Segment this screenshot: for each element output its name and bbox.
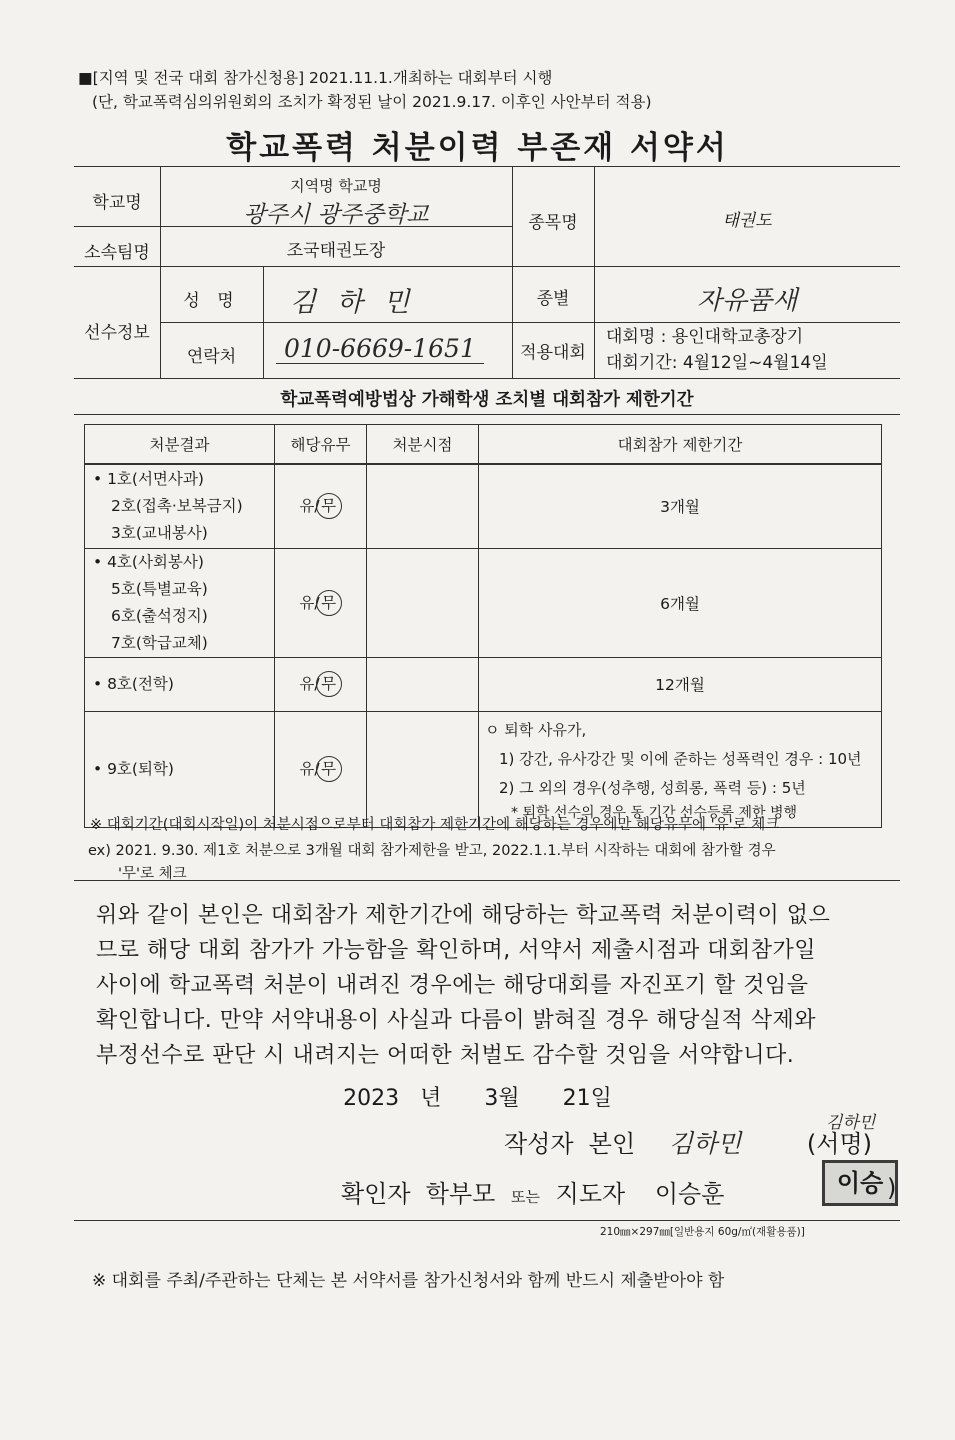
restriction-table [84, 424, 882, 828]
pledge-text [96, 898, 896, 1073]
column-header: 처분시점 [367, 425, 479, 465]
disposition-item: • 1호(서면사과) [93, 469, 204, 488]
info-bottom-border [74, 378, 900, 379]
date-day: 21일 [562, 1086, 612, 1111]
period-cell: 3개월 [479, 464, 882, 548]
coach-name: 이승훈 [654, 1180, 725, 1208]
no-option-circled: 무 [316, 590, 342, 616]
name-label: 성 명 [183, 291, 240, 311]
restriction-title-border [74, 414, 900, 415]
team-label: 소속팀명 [84, 243, 150, 263]
yes-option: 유/ [299, 497, 320, 516]
disposition-item: • 8호(전학) [93, 674, 174, 693]
competition-name: 대회명 : 용인대학교총장기 [606, 327, 804, 347]
sport-label: 종목명 [528, 213, 578, 233]
team-value: 조국태권도장 [286, 241, 386, 261]
table-row [85, 548, 882, 657]
event-label: 종별 [536, 289, 570, 309]
table-row [85, 464, 882, 548]
school-sub-label: 지역명 학교명 [290, 177, 382, 195]
period-line: * 퇴학 선수의 경우 동 기간 선수등록 제한 병행 [511, 804, 798, 821]
school-label: 학교명 [92, 193, 142, 213]
table-row [85, 657, 882, 711]
pledge-line: 사이에 학교폭력 처분이 내려진 경우에는 해당대회를 자진포기 할 것임을 [96, 973, 809, 998]
note-line: '무'로 체크 [118, 866, 187, 882]
applied-competition-label: 적용대회 [520, 343, 586, 363]
period-cell [479, 711, 882, 827]
period-cell: 6개월 [479, 548, 882, 657]
period-line: 2) 그 외의 경우(성추행, 성희롱, 폭력 등) : 5년 [499, 778, 806, 797]
confirmer-signature-row [341, 1174, 724, 1209]
note-line: ※ 대회기간(대회시작일)이 처분시점으로부터 대회참가 제한기간에 해당하는 경우에만 해당유무에 '유'로 체크 [90, 817, 780, 833]
pledge-line: 위와 같이 본인은 대회참가 제한기간에 해당하는 학교폭력 처분이력이 없으 [96, 903, 831, 928]
sport-value: 태권도 [722, 211, 772, 231]
handwritten-signature: 김하민 [826, 1113, 876, 1133]
applicable-cell [275, 464, 367, 548]
disposition-item: 7호(학급교체) [111, 633, 208, 652]
header-note-line2: (단, 학교폭력심의위원회의 조치가 확정된 날이 2021.9.17. 이후인 사안부터 적용) [92, 93, 652, 111]
disposition-item: 2호(접촉·보복금지) [111, 496, 243, 515]
no-option-circled: 무 [316, 756, 342, 782]
contact-label: 연락처 [186, 347, 237, 367]
disposition-cell [85, 464, 275, 548]
competition-period: 대회기간: 4월12일~4월14일 [606, 353, 828, 373]
info-top-border [74, 166, 900, 167]
date-year: 2023 [343, 1086, 400, 1111]
yes-option: 유/ [299, 760, 320, 778]
pledge-line: 부정선수로 판단 시 내려지는 어떠한 처벌도 감수할 것임을 서약합니다. [96, 1043, 795, 1068]
applicable-cell [275, 711, 367, 827]
disposition-date-cell [367, 464, 479, 548]
paper-spec: 210㎜×297㎜[일반용지 60g/㎡(재활용품)] [600, 1226, 805, 1238]
coach-label: 지도자 [555, 1180, 626, 1208]
footer-border [74, 1220, 900, 1221]
table-header-row [85, 425, 882, 465]
disposition-item: • 9호(퇴학) [93, 759, 174, 778]
info-divider [74, 266, 900, 267]
writer-sign-suffix: (서명) [806, 1130, 873, 1158]
period-line: ㅇ 퇴학 사유가, [485, 720, 587, 739]
stamp-suffix: ) [887, 1174, 897, 1202]
disposition-item: 3호(교내봉사) [111, 523, 208, 542]
column-header: 처분결과 [85, 425, 275, 465]
column-header: 대회참가 제한기간 [479, 425, 882, 465]
event-value: 자유품새 [696, 286, 798, 316]
disposition-item: 6호(출석정지) [111, 606, 208, 625]
writer-signature-row [504, 1124, 872, 1160]
applicable-cell [275, 657, 367, 711]
or-label: 또는 [511, 1188, 540, 1206]
period-cell: 12개월 [479, 657, 882, 711]
footer-note: ※ 대회를 주최/주관하는 단체는 본 서약서를 참가신청서와 함께 반드시 제출받아야 함 [92, 1271, 725, 1291]
no-option-circled: 무 [316, 671, 342, 697]
date-year-label: 년 [420, 1086, 442, 1111]
table-row [85, 711, 882, 827]
writer-name: 김하민 [668, 1129, 742, 1158]
writer-label: 작성자 본인 [504, 1130, 636, 1158]
restriction-title: 학교폭력예방법상 가해학생 조치별 대회참가 제한기간 [280, 390, 694, 410]
column-header: 해당유무 [275, 425, 367, 465]
header-note-line1: ■[지역 및 전국 대회 참가신청용] 2021.11.1.개최하는 대회부터 시행 [78, 69, 553, 87]
applicable-cell [275, 548, 367, 657]
stamp-text: 이승 [836, 1169, 884, 1197]
document-title: 학교폭력 처분이력 부존재 서약서 [226, 130, 729, 166]
disposition-date-cell [367, 657, 479, 711]
disposition-item: 5호(특별교육) [111, 579, 208, 598]
player-info-label: 선수정보 [84, 323, 150, 343]
disposition-date-cell [367, 548, 479, 657]
yes-option: 유/ [299, 675, 320, 693]
school-value: 광주시 광주중학교 [243, 202, 429, 228]
header-note [78, 66, 652, 114]
disposition-cell [85, 711, 275, 827]
disposition-item: • 4호(사회봉사) [93, 552, 204, 571]
disposition-date-cell [367, 711, 479, 827]
period-line: 1) 강간, 유사강간 및 이에 준하는 성폭력인 경우 : 10년 [499, 749, 862, 768]
yes-option: 유/ [299, 593, 320, 612]
note-line: ex) 2021. 9.30. 제1호 처분으로 3개월 대회 참가제한을 받고, 2022.1.1.부터 시작하는 대회에 참가할 경우 [88, 843, 776, 859]
pledge-line: 므로 해당 대회 참가가 가능함을 확인하며, 서약서 제출시점과 대회참가일 [96, 938, 817, 963]
name-value: 김 하 민 [290, 287, 416, 318]
date-month: 3월 [484, 1086, 520, 1111]
info-col-line [263, 266, 264, 378]
no-option-circled: 무 [316, 493, 342, 519]
notes-bottom-border [74, 880, 900, 881]
contact-value: 010-6669-1651 [276, 334, 484, 364]
confirmer-label: 확인자 학부모 [341, 1180, 496, 1208]
pledge-line: 확인합니다. 만약 서약내용이 사실과 다름이 밝혀질 경우 해당실적 삭제와 [96, 1008, 817, 1033]
pledge-date [0, 1081, 955, 1112]
disposition-cell [85, 548, 275, 657]
info-col-line [594, 166, 595, 378]
disposition-cell [85, 657, 275, 711]
notes [90, 812, 779, 884]
